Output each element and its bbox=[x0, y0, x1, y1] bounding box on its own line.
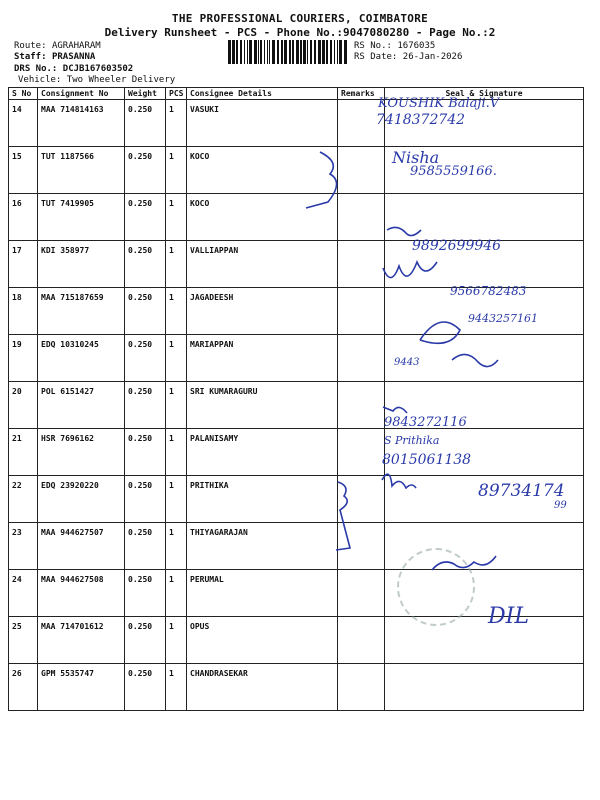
cell-pcs: 1 bbox=[166, 382, 187, 429]
handwriting: 9566782483 bbox=[450, 284, 527, 298]
cell-remarks bbox=[338, 382, 385, 429]
seal-stamp bbox=[397, 548, 475, 626]
cell-weight: 0.250 bbox=[125, 429, 166, 476]
cell-sno: 22 bbox=[9, 476, 38, 523]
cell-pcs: 1 bbox=[166, 570, 187, 617]
cell-weight: 0.250 bbox=[125, 664, 166, 711]
cell-weight: 0.250 bbox=[125, 335, 166, 382]
col-signature: Seal & Signature bbox=[385, 88, 584, 100]
cell-pcs: 1 bbox=[166, 429, 187, 476]
handwriting: 9443257161 bbox=[468, 312, 538, 325]
cell-consignment: MAA 944627508 bbox=[38, 570, 125, 617]
cell-consignee: THIYAGARAJAN bbox=[187, 523, 338, 570]
cell-weight: 0.250 bbox=[125, 523, 166, 570]
staff-line bbox=[14, 52, 95, 62]
col-consignee: Consignee Details bbox=[187, 88, 338, 100]
rs-date-value: 26-Jan-2026 bbox=[402, 52, 463, 62]
handwriting: 9585559166. bbox=[410, 164, 497, 179]
handwriting: 8015061138 bbox=[382, 452, 472, 468]
cell-pcs: 1 bbox=[166, 241, 187, 288]
vehicle-line bbox=[18, 75, 175, 85]
col-consignment: Consignment No bbox=[38, 88, 125, 100]
cell-signature bbox=[385, 617, 584, 664]
table-row bbox=[9, 335, 584, 382]
cell-weight: 0.250 bbox=[125, 382, 166, 429]
cell-consignment: MAA 715187659 bbox=[38, 288, 125, 335]
cell-weight: 0.250 bbox=[125, 194, 166, 241]
cell-sno: 18 bbox=[9, 288, 38, 335]
cell-weight: 0.250 bbox=[125, 570, 166, 617]
vehicle-label: Vehicle: bbox=[18, 75, 62, 85]
cell-sno: 24 bbox=[9, 570, 38, 617]
handwriting: 9892699946 bbox=[412, 238, 502, 254]
cell-pcs: 1 bbox=[166, 194, 187, 241]
cell-pcs: 1 bbox=[166, 664, 187, 711]
cell-weight: 0.250 bbox=[125, 147, 166, 194]
route-label: Route: bbox=[14, 41, 47, 51]
table-row bbox=[9, 523, 584, 570]
cell-remarks bbox=[338, 664, 385, 711]
handwriting: DIL bbox=[488, 604, 529, 629]
cell-consignment: TUT 1187566 bbox=[38, 147, 125, 194]
cell-remarks bbox=[338, 147, 385, 194]
cell-sno: 14 bbox=[9, 100, 38, 147]
cell-pcs: 1 bbox=[166, 100, 187, 147]
runsheet-title: Delivery Runsheet - PCS - Phone No.:9047080280 - Page No.:2 bbox=[104, 26, 496, 39]
cell-pcs: 1 bbox=[166, 617, 187, 664]
handwriting: S Prithika bbox=[384, 434, 440, 447]
cell-consignee: VASUKI bbox=[187, 100, 338, 147]
cell-sno: 15 bbox=[9, 147, 38, 194]
col-pcs: PCS bbox=[166, 88, 187, 100]
handwriting: 89734174 bbox=[478, 481, 565, 501]
rs-no-line bbox=[354, 41, 435, 51]
cell-remarks bbox=[338, 476, 385, 523]
handwriting: KOUSHIK Balaji.V bbox=[378, 96, 500, 111]
cell-sno: 26 bbox=[9, 664, 38, 711]
table-row bbox=[9, 382, 584, 429]
barcode bbox=[228, 40, 350, 64]
cell-consignment: MAA 714814163 bbox=[38, 100, 125, 147]
cell-consignment: EDQ 10310245 bbox=[38, 335, 125, 382]
cell-consignee: KOCO bbox=[187, 194, 338, 241]
cell-consignment: EDQ 23920220 bbox=[38, 476, 125, 523]
cell-sno: 16 bbox=[9, 194, 38, 241]
vehicle-value: Two Wheeler Delivery bbox=[66, 75, 176, 85]
handwriting: 7418372742 bbox=[376, 112, 466, 128]
col-remarks: Remarks bbox=[338, 88, 385, 100]
cell-remarks bbox=[338, 429, 385, 476]
cell-remarks bbox=[338, 617, 385, 664]
cell-consignee: PALANISAMY bbox=[187, 429, 338, 476]
table-row bbox=[9, 194, 584, 241]
cell-consignee: VALLIAPPAN bbox=[187, 241, 338, 288]
cell-pcs: 1 bbox=[166, 288, 187, 335]
cell-consignee: JAGADEESH bbox=[187, 288, 338, 335]
cell-weight: 0.250 bbox=[125, 241, 166, 288]
cell-weight: 0.250 bbox=[125, 288, 166, 335]
cell-signature bbox=[385, 664, 584, 711]
cell-pcs: 1 bbox=[166, 147, 187, 194]
cell-consignee: OPUS bbox=[187, 617, 338, 664]
cell-consignee: PERUMAL bbox=[187, 570, 338, 617]
cell-remarks bbox=[338, 335, 385, 382]
staff-value: PRASANNA bbox=[51, 52, 96, 62]
staff-label: Staff: bbox=[14, 52, 47, 62]
drs-value: DCJB167603502 bbox=[62, 64, 134, 74]
cell-consignment: POL 6151427 bbox=[38, 382, 125, 429]
route-value: AGRAHARAM bbox=[51, 41, 101, 51]
rs-date-label: RS Date: bbox=[354, 52, 398, 62]
drs-line bbox=[14, 64, 133, 74]
cell-pcs: 1 bbox=[166, 476, 187, 523]
cell-sno: 17 bbox=[9, 241, 38, 288]
company-name: THE PROFESSIONAL COURIERS, COIMBATORE bbox=[171, 12, 429, 25]
cell-consignee: CHANDRASEKAR bbox=[187, 664, 338, 711]
col-sno: S No bbox=[9, 88, 38, 100]
route-line bbox=[14, 41, 101, 51]
cell-consignee: KOCO bbox=[187, 147, 338, 194]
table-row bbox=[9, 429, 584, 476]
handwriting: 99 bbox=[554, 500, 567, 511]
cell-sno: 20 bbox=[9, 382, 38, 429]
col-weight: Weight bbox=[125, 88, 166, 100]
cell-sno: 19 bbox=[9, 335, 38, 382]
cell-consignment: GPM 5535747 bbox=[38, 664, 125, 711]
cell-sno: 25 bbox=[9, 617, 38, 664]
table-row bbox=[9, 664, 584, 711]
cell-consignee: MARIAPPAN bbox=[187, 335, 338, 382]
cell-weight: 0.250 bbox=[125, 476, 166, 523]
cell-remarks bbox=[338, 570, 385, 617]
cell-signature bbox=[385, 194, 584, 241]
cell-pcs: 1 bbox=[166, 523, 187, 570]
cell-consignee: SRI KUMARAGURU bbox=[187, 382, 338, 429]
handwriting: 9443 bbox=[394, 357, 420, 368]
cell-pcs: 1 bbox=[166, 335, 187, 382]
cell-consignment: TUT 7419905 bbox=[38, 194, 125, 241]
cell-consignment: MAA 944627507 bbox=[38, 523, 125, 570]
rs-date-line bbox=[354, 52, 462, 62]
cell-remarks bbox=[338, 194, 385, 241]
cell-consignee: PRITHIKA bbox=[187, 476, 338, 523]
handwriting: Nisha bbox=[392, 148, 440, 167]
cell-consignment: MAA 714701612 bbox=[38, 617, 125, 664]
drs-label: DRS No.: bbox=[14, 64, 58, 74]
cell-weight: 0.250 bbox=[125, 617, 166, 664]
table-row bbox=[9, 147, 584, 194]
cell-sno: 23 bbox=[9, 523, 38, 570]
cell-consignment: HSR 7696162 bbox=[38, 429, 125, 476]
rs-no-value: 1676035 bbox=[397, 41, 436, 51]
cell-remarks bbox=[338, 523, 385, 570]
cell-remarks bbox=[338, 288, 385, 335]
cell-weight: 0.250 bbox=[125, 100, 166, 147]
cell-sno: 21 bbox=[9, 429, 38, 476]
rs-no-label: RS No.: bbox=[354, 41, 392, 51]
handwriting: 9843272116 bbox=[384, 415, 467, 430]
cell-remarks bbox=[338, 241, 385, 288]
cell-consignment: KDI 358977 bbox=[38, 241, 125, 288]
